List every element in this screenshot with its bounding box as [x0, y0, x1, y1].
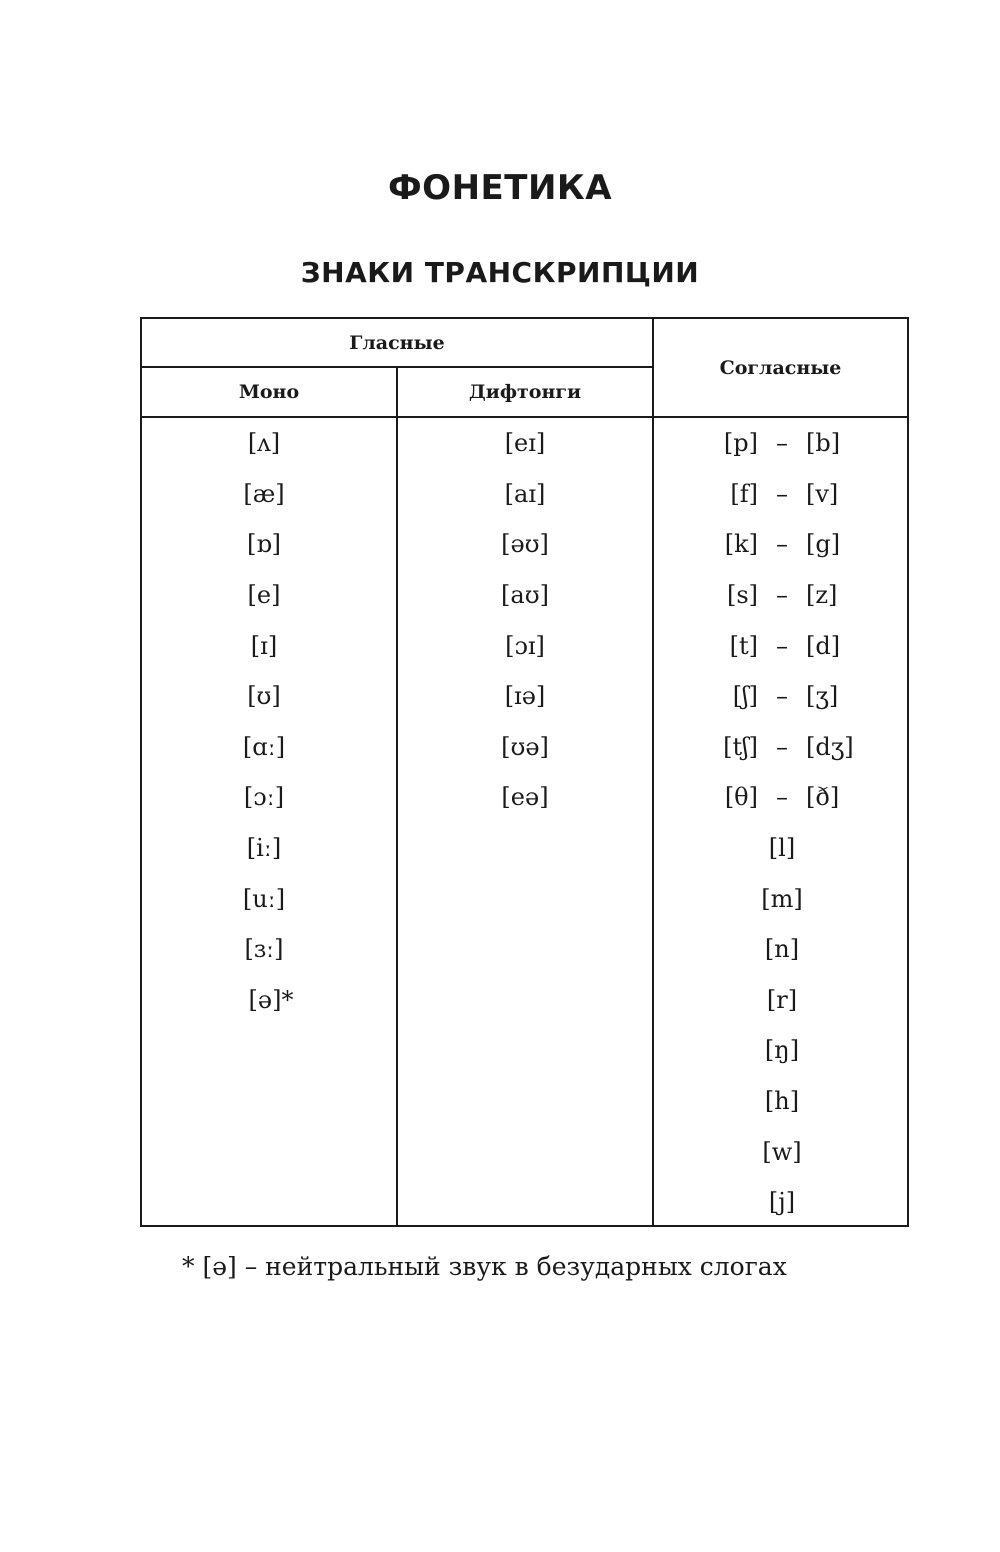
header-mono: Моно — [238, 381, 300, 403]
consonant-single: [l] — [768, 834, 796, 863]
voiceless-consonant: [ʃ] — [732, 682, 758, 711]
diphthong-symbol: [ɪə] — [504, 682, 546, 711]
header-vowels: Гласные — [349, 332, 445, 354]
footnote: * [ə] – нейтральный звук в безударных слогах — [182, 1252, 787, 1281]
transcription-table — [140, 317, 909, 1227]
mono-symbol: [ɪ] — [250, 631, 278, 660]
header-diphthongs: Дифтонги — [468, 381, 582, 403]
pair-dash: – — [776, 479, 788, 508]
diphthong-symbol: [eɪ] — [504, 429, 546, 458]
mono-symbol-schwa: [ə]* — [248, 985, 294, 1014]
diphthong-symbol: [əʊ] — [501, 530, 549, 559]
mono-symbol: [ʊ] — [247, 682, 281, 711]
mono-symbol: [ɔː] — [243, 783, 285, 812]
voiced-consonant: [g] — [806, 530, 841, 559]
page-title: ФОНЕТИКА — [387, 168, 613, 208]
voiceless-consonant: [p] — [723, 429, 758, 458]
consonant-pair — [654, 671, 910, 722]
consonant-single: [m] — [761, 884, 803, 913]
diphthongs-column — [398, 418, 652, 823]
consonant-single: [w] — [762, 1137, 802, 1166]
consonants-column — [654, 418, 910, 1228]
voiceless-consonant: [θ] — [724, 783, 758, 812]
pair-dash: – — [776, 581, 788, 610]
consonant-single: [j] — [768, 1188, 796, 1217]
voiced-consonant: [v] — [806, 479, 839, 508]
diphthong-symbol: [aʊ] — [501, 581, 549, 610]
consonant-pair — [654, 620, 910, 671]
diphthong-symbol: [eə] — [501, 783, 549, 812]
voiced-consonant: [ʒ] — [806, 682, 839, 711]
consonant-single: [h] — [764, 1087, 800, 1116]
voiceless-consonant: [k] — [724, 530, 758, 559]
consonant-pair — [654, 570, 910, 621]
consonant-pair — [654, 772, 910, 823]
diphthong-symbol: [ɔɪ] — [505, 631, 545, 660]
consonant-pair — [654, 469, 910, 520]
voiced-consonant: [ð] — [806, 783, 840, 812]
mono-column — [142, 418, 386, 1025]
mono-symbol: [iː] — [246, 834, 282, 863]
section-subtitle: ЗНАКИ ТРАНСКРИПЦИИ — [300, 256, 700, 289]
consonant-single: [n] — [764, 935, 800, 964]
pair-dash: – — [776, 682, 788, 711]
consonant-pair — [654, 519, 910, 570]
pair-dash: – — [776, 530, 788, 559]
diphthong-symbol: [ʊə] — [501, 732, 549, 761]
mono-symbol: [ʌ] — [247, 429, 281, 458]
voiceless-consonant: [t] — [729, 631, 758, 660]
voiced-consonant: [dʒ] — [806, 732, 854, 761]
voiced-consonant: [z] — [806, 581, 838, 610]
mono-symbol: [ɑː] — [242, 732, 286, 761]
diphthong-symbol: [aɪ] — [504, 479, 546, 508]
consonant-single: [ŋ] — [764, 1036, 800, 1065]
consonant-pair — [654, 418, 910, 469]
consonant-pair — [654, 722, 910, 773]
consonant-single: [r] — [766, 985, 798, 1014]
header-consonants: Согласные — [719, 356, 842, 379]
voiced-consonant: [d] — [806, 631, 841, 660]
voiceless-consonant: [f] — [730, 479, 758, 508]
mono-symbol: [uː] — [242, 884, 286, 913]
voiced-consonant: [b] — [806, 429, 841, 458]
pair-dash: – — [776, 429, 788, 458]
mono-symbol: [ɒ] — [246, 530, 282, 559]
pair-dash: – — [776, 732, 788, 761]
mono-symbol: [e] — [247, 581, 281, 610]
mono-symbol: [ɜː] — [244, 935, 284, 964]
voiceless-consonant: [s] — [726, 581, 758, 610]
pair-dash: – — [776, 783, 788, 812]
voiceless-consonant: [tʃ] — [723, 732, 758, 761]
pair-dash: – — [776, 631, 788, 660]
mono-symbol: [æ] — [243, 479, 285, 508]
